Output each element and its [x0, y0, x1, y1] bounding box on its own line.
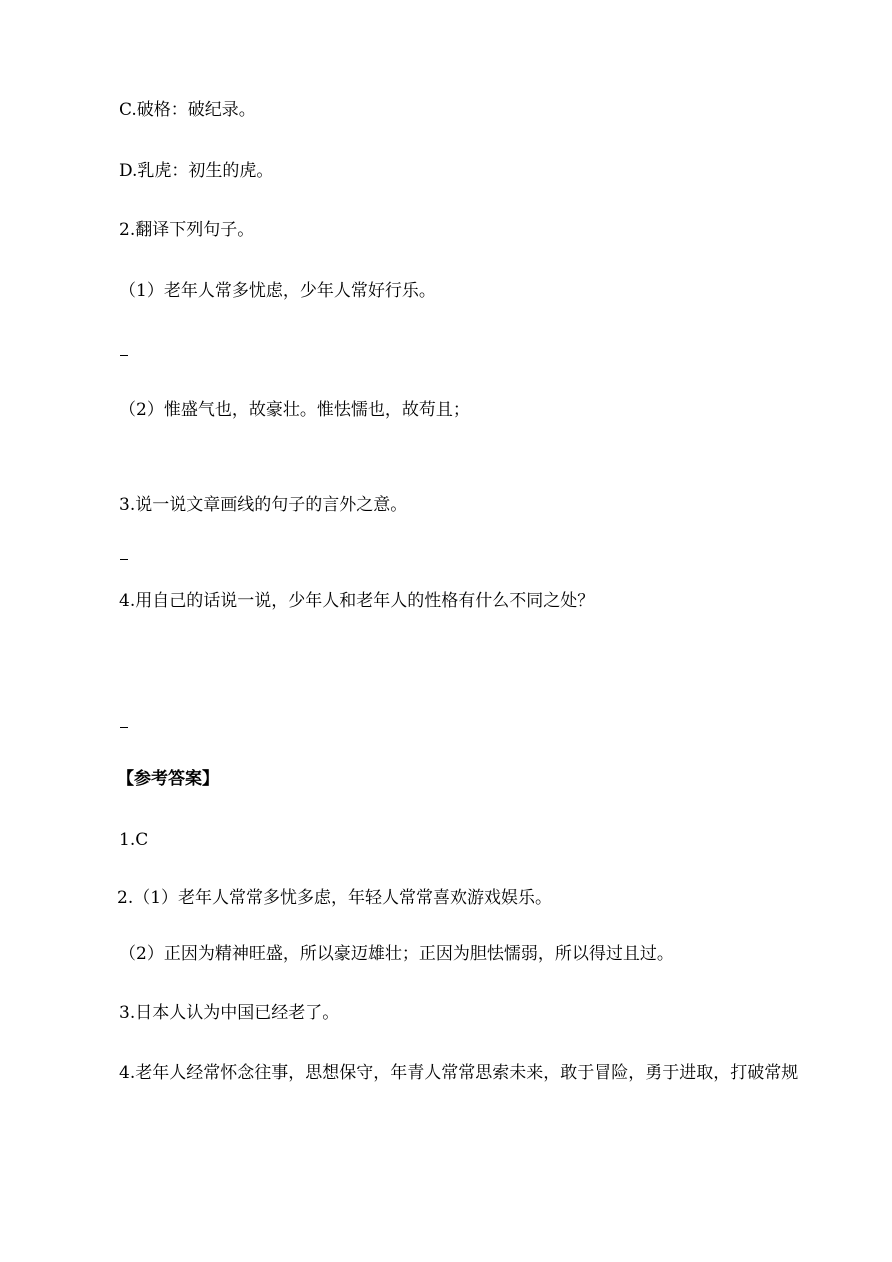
answer-heading: 【参考答案】 [117, 769, 219, 789]
question-2-sentence-2: （2）惟盛气也，故豪壮。惟怯懦也，故苟且； [119, 400, 470, 420]
answer-blank [120, 355, 128, 356]
option-d: D.乳虎：初生的虎。 [119, 161, 274, 181]
answer-blank [120, 727, 128, 728]
answer-2-part-1: 2.（1）老年人常常多忧多虑，年轻人常常喜欢游戏娱乐。 [117, 888, 553, 908]
answer-3: 3.日本人认为中国已经老了。 [119, 1003, 340, 1023]
option-c: C.破格：破纪录。 [119, 100, 256, 120]
question-2-sentence-1: （1）老年人常多忧虑，少年人常好行乐。 [119, 281, 436, 301]
answer-2-part-2: （2）正因为精神旺盛，所以豪迈雄壮；正因为胆怯懦弱，所以得过且过。 [119, 944, 674, 964]
answer-1: 1.C [119, 830, 149, 850]
answer-blank [120, 559, 128, 560]
question-4: 4.用自己的话说一说，少年人和老年人的性格有什么不同之处？ [119, 591, 595, 611]
question-3: 3.说一说文章画线的句子的言外之意。 [119, 495, 408, 515]
answer-4: 4.老年人经常怀念往事，思想保守，年青人常常思索未来，敢于冒险，勇于进取，打破常规 [119, 1063, 799, 1083]
question-2-title: 2.翻译下列句子。 [119, 220, 255, 240]
